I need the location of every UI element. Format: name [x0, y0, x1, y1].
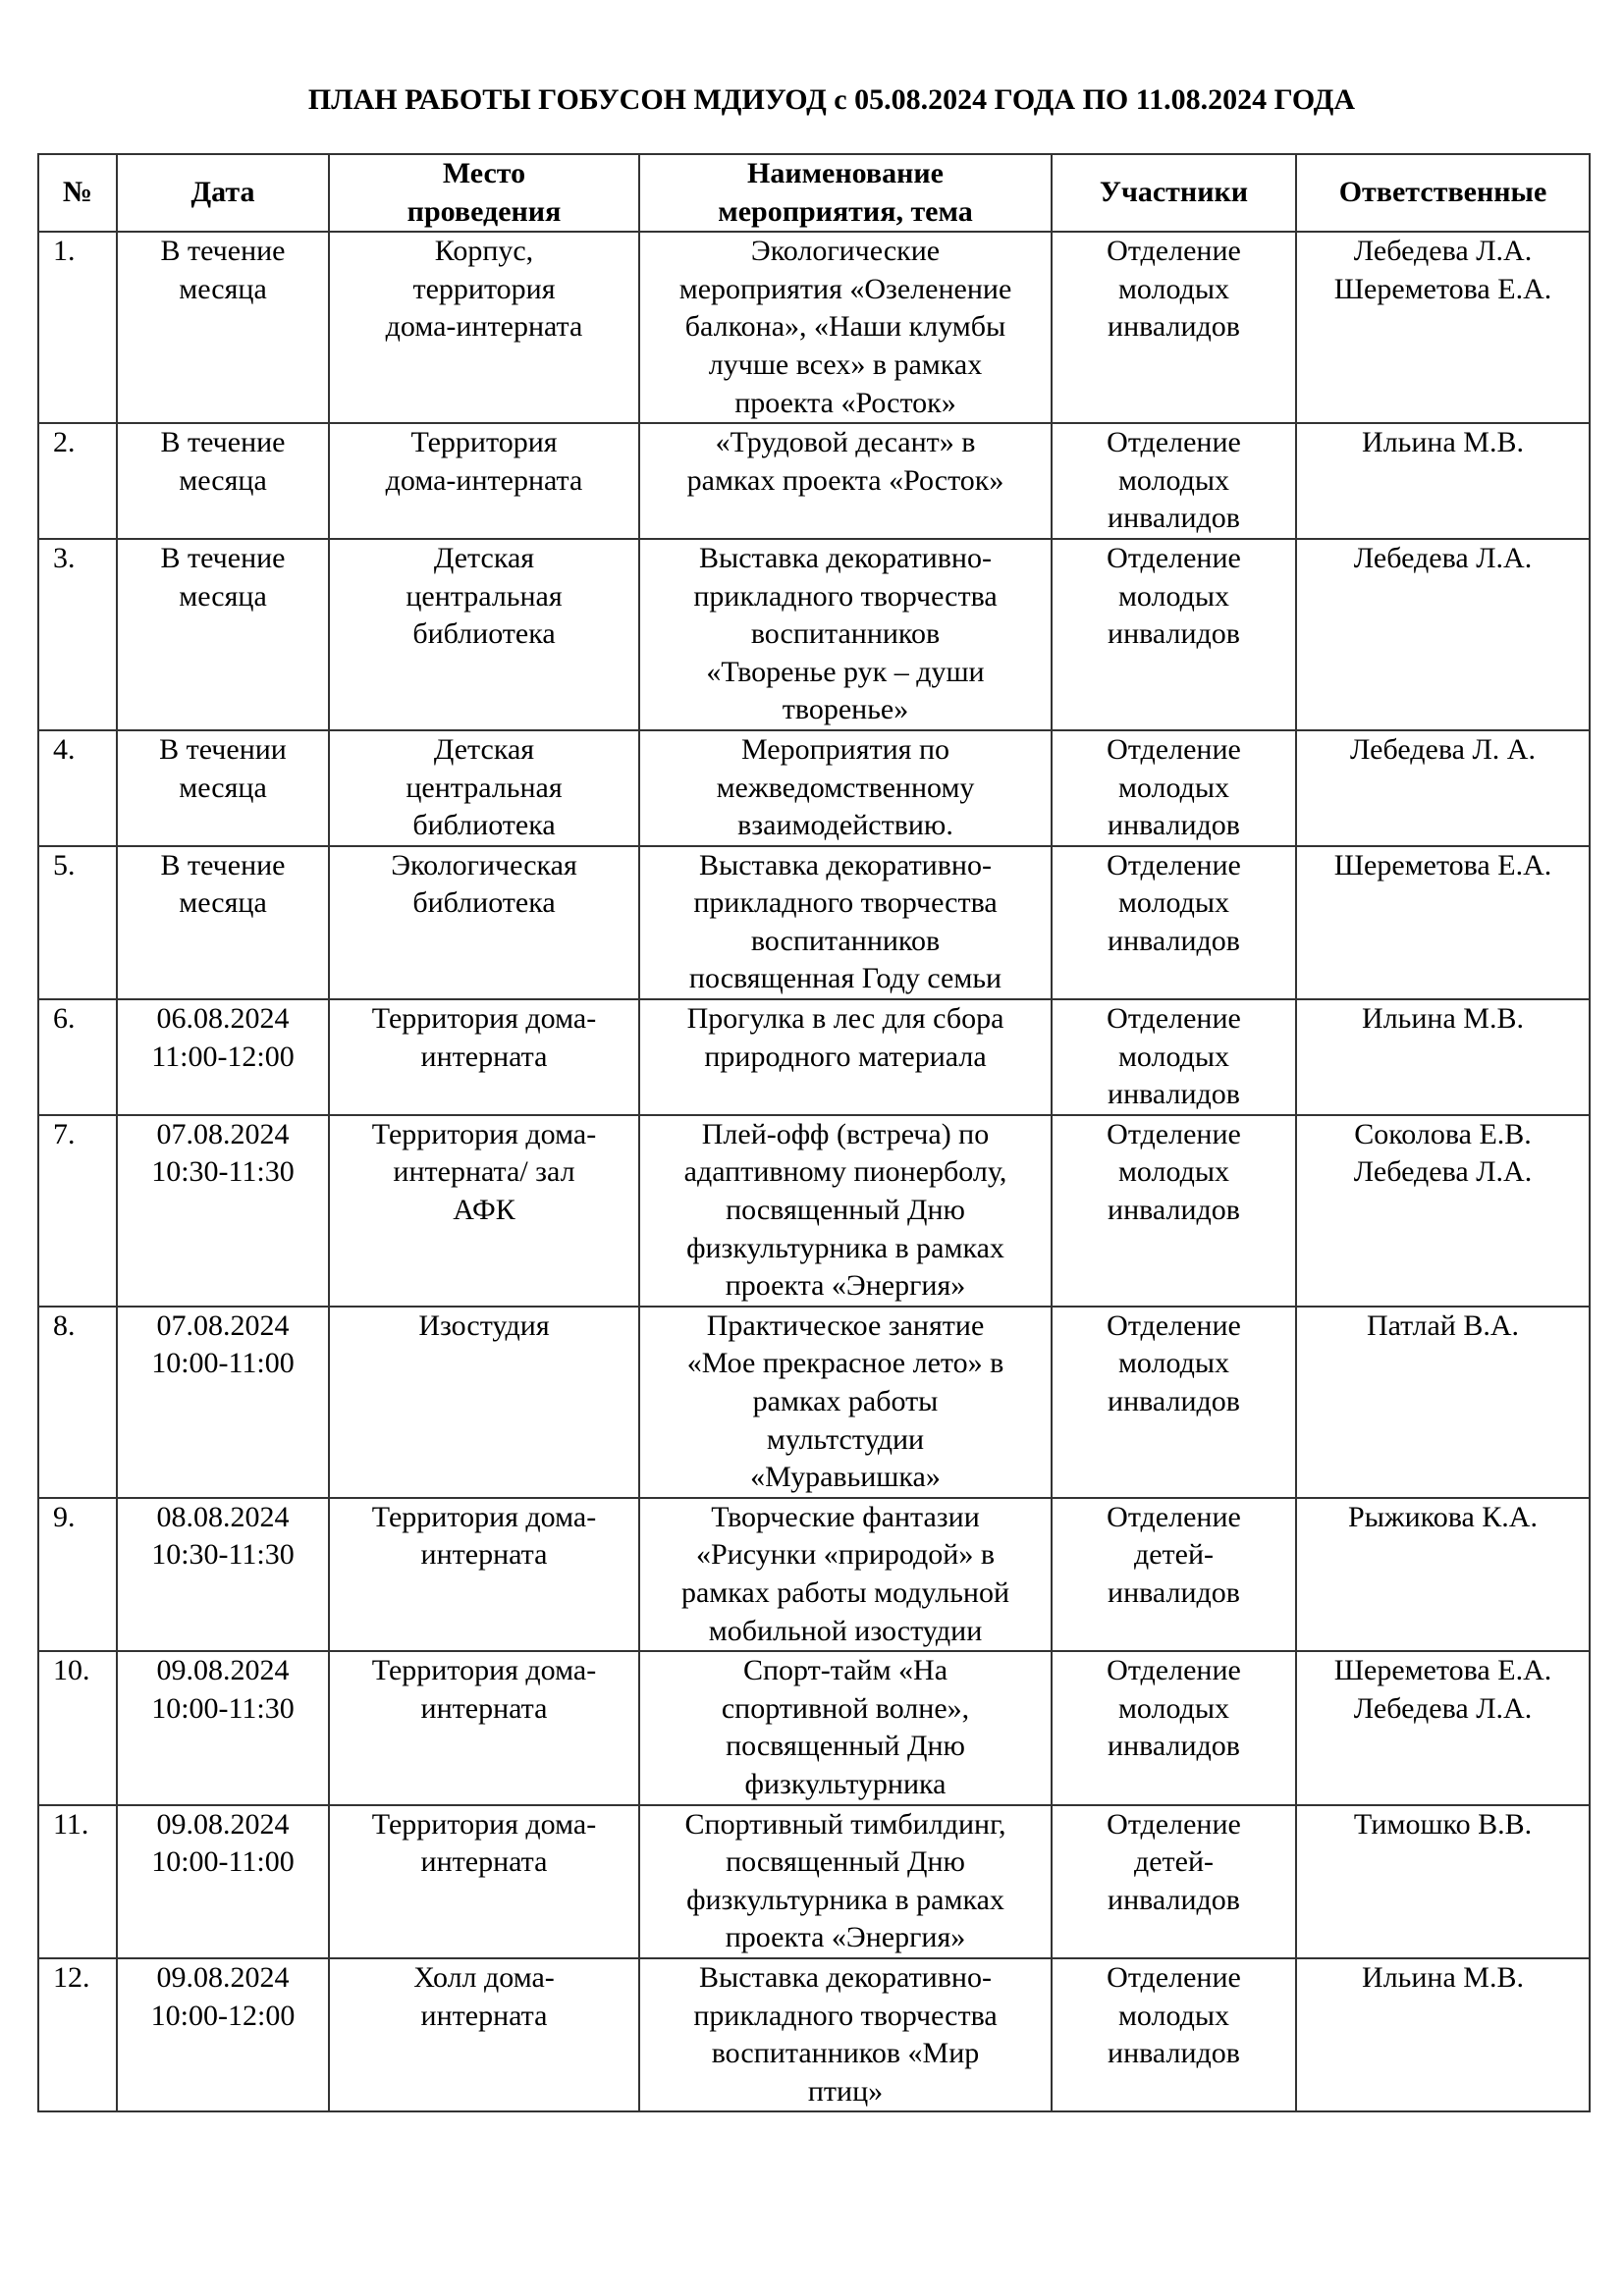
work-plan-table	[37, 153, 1591, 2112]
cell-number: 10.	[38, 1651, 117, 1804]
cell-participants: Отделение молодых инвалидов	[1052, 539, 1296, 730]
cell-responsible: Патлай В.А.	[1296, 1307, 1590, 1498]
cell-event: Мероприятия по межведомственному взаимодействию.	[639, 730, 1052, 846]
table-row	[38, 232, 1590, 423]
table-row	[38, 730, 1590, 846]
cell-number: 3.	[38, 539, 117, 730]
header-number: №	[38, 154, 117, 232]
cell-number: 6.	[38, 999, 117, 1115]
cell-event: Экологические мероприятия «Озеленение балкона», «Наши клумбы лучше всех» в рамках проекта «Росток»	[639, 232, 1052, 423]
cell-place: Территория дома- интерната	[329, 999, 639, 1115]
table-header-row	[38, 154, 1590, 232]
header-responsible: Ответственные	[1296, 154, 1590, 232]
cell-participants: Отделение молодых инвалидов	[1052, 232, 1296, 423]
cell-place: Территория дома- интерната/ зал АФК	[329, 1115, 639, 1307]
header-participants: Участники	[1052, 154, 1296, 232]
cell-event: Выставка декоративно- прикладного творчества воспитанников «Мир птиц»	[639, 1958, 1052, 2111]
cell-number: 7.	[38, 1115, 117, 1307]
cell-responsible: Рыжикова К.А.	[1296, 1498, 1590, 1651]
cell-participants: Отделение детей- инвалидов	[1052, 1805, 1296, 1958]
cell-responsible: Лебедева Л.А. Шереметова Е.А.	[1296, 232, 1590, 423]
cell-place: Холл дома- интерната	[329, 1958, 639, 2111]
cell-place: Детская центральная библиотека	[329, 730, 639, 846]
cell-event: Спорт-тайм «На спортивной волне», посвященный Дню физкультурника	[639, 1651, 1052, 1804]
cell-place: Детская центральная библиотека	[329, 539, 639, 730]
header-place: Место проведения	[329, 154, 639, 232]
cell-number: 9.	[38, 1498, 117, 1651]
cell-responsible: Ильина М.В.	[1296, 1958, 1590, 2111]
table-row	[38, 1651, 1590, 1804]
cell-participants: Отделение молодых инвалидов	[1052, 730, 1296, 846]
cell-event: Выставка декоративно- прикладного творчества воспитанников «Творенье рук – души творенье»	[639, 539, 1052, 730]
cell-date: 07.08.2024 10:00-11:00	[117, 1307, 329, 1498]
table-row	[38, 1307, 1590, 1498]
cell-responsible: Соколова Е.В. Лебедева Л.А.	[1296, 1115, 1590, 1307]
cell-participants: Отделение молодых инвалидов	[1052, 1115, 1296, 1307]
cell-date: 09.08.2024 10:00-11:00	[117, 1805, 329, 1958]
table-row	[38, 999, 1590, 1115]
cell-participants: Отделение молодых инвалидов	[1052, 1307, 1296, 1498]
cell-place: Корпус, территория дома-интерната	[329, 232, 639, 423]
cell-responsible: Шереметова Е.А.	[1296, 846, 1590, 999]
cell-event: Практическое занятие «Мое прекрасное лето» в рамках работы мультстудии «Муравьишка»	[639, 1307, 1052, 1498]
header-event: Наименование мероприятия, тема	[639, 154, 1052, 232]
cell-responsible: Ильина М.В.	[1296, 423, 1590, 539]
table-row	[38, 1958, 1590, 2111]
table-row	[38, 1805, 1590, 1958]
table-row	[38, 1498, 1590, 1651]
cell-participants: Отделение молодых инвалидов	[1052, 999, 1296, 1115]
table-row	[38, 423, 1590, 539]
cell-place: Территория дома-интерната	[329, 423, 639, 539]
cell-event: «Трудовой десант» в рамках проекта «Росток»	[639, 423, 1052, 539]
cell-event: Выставка декоративно- прикладного творчества воспитанников посвященная Году семьи	[639, 846, 1052, 999]
cell-number: 2.	[38, 423, 117, 539]
cell-event: Плей-офф (встреча) по адаптивному пионерболу, посвященный Дню физкультурника в рамках проекта «Энергия»	[639, 1115, 1052, 1307]
cell-place: Территория дома- интерната	[329, 1805, 639, 1958]
cell-number: 12.	[38, 1958, 117, 2111]
cell-responsible: Тимошко В.В.	[1296, 1805, 1590, 1958]
cell-participants: Отделение молодых инвалидов	[1052, 1651, 1296, 1804]
cell-responsible: Шереметова Е.А. Лебедева Л.А.	[1296, 1651, 1590, 1804]
cell-participants: Отделение молодых инвалидов	[1052, 846, 1296, 999]
cell-responsible: Ильина М.В.	[1296, 999, 1590, 1115]
cell-number: 5.	[38, 846, 117, 999]
cell-participants: Отделение детей- инвалидов	[1052, 1498, 1296, 1651]
cell-date: В течение месяца	[117, 846, 329, 999]
cell-date: 06.08.2024 11:00-12:00	[117, 999, 329, 1115]
cell-date: 08.08.2024 10:30-11:30	[117, 1498, 329, 1651]
cell-date: 09.08.2024 10:00-12:00	[117, 1958, 329, 2111]
cell-date: В течение месяца	[117, 232, 329, 423]
cell-date: 09.08.2024 10:00-11:30	[117, 1651, 329, 1804]
cell-place: Экологическая библиотека	[329, 846, 639, 999]
cell-participants: Отделение молодых инвалидов	[1052, 423, 1296, 539]
cell-event: Творческие фантазии «Рисунки «природой» в рамках работы модульной мобильной изостудии	[639, 1498, 1052, 1651]
cell-number: 8.	[38, 1307, 117, 1498]
table-row	[38, 1115, 1590, 1307]
cell-date: В течение месяца	[117, 423, 329, 539]
cell-number: 1.	[38, 232, 117, 423]
cell-number: 4.	[38, 730, 117, 846]
cell-event: Спортивный тимбилдинг, посвященный Дню физкультурника в рамках проекта «Энергия»	[639, 1805, 1052, 1958]
header-date: Дата	[117, 154, 329, 232]
cell-event: Прогулка в лес для сбора природного материала	[639, 999, 1052, 1115]
table-row	[38, 846, 1590, 999]
table-row	[38, 539, 1590, 730]
cell-date: В течение месяца	[117, 539, 329, 730]
cell-place: Изостудия	[329, 1307, 639, 1498]
cell-place: Территория дома- интерната	[329, 1498, 639, 1651]
cell-responsible: Лебедева Л. А.	[1296, 730, 1590, 846]
cell-responsible: Лебедева Л.А.	[1296, 539, 1590, 730]
cell-date: 07.08.2024 10:30-11:30	[117, 1115, 329, 1307]
cell-place: Территория дома- интерната	[329, 1651, 639, 1804]
cell-date: В течении месяца	[117, 730, 329, 846]
cell-number: 11.	[38, 1805, 117, 1958]
document-title: ПЛАН РАБОТЫ ГОБУСОН МДИУОД с 05.08.2024 ГОДА ПО 11.08.2024 ГОДА	[307, 83, 1356, 116]
cell-participants: Отделение молодых инвалидов	[1052, 1958, 1296, 2111]
